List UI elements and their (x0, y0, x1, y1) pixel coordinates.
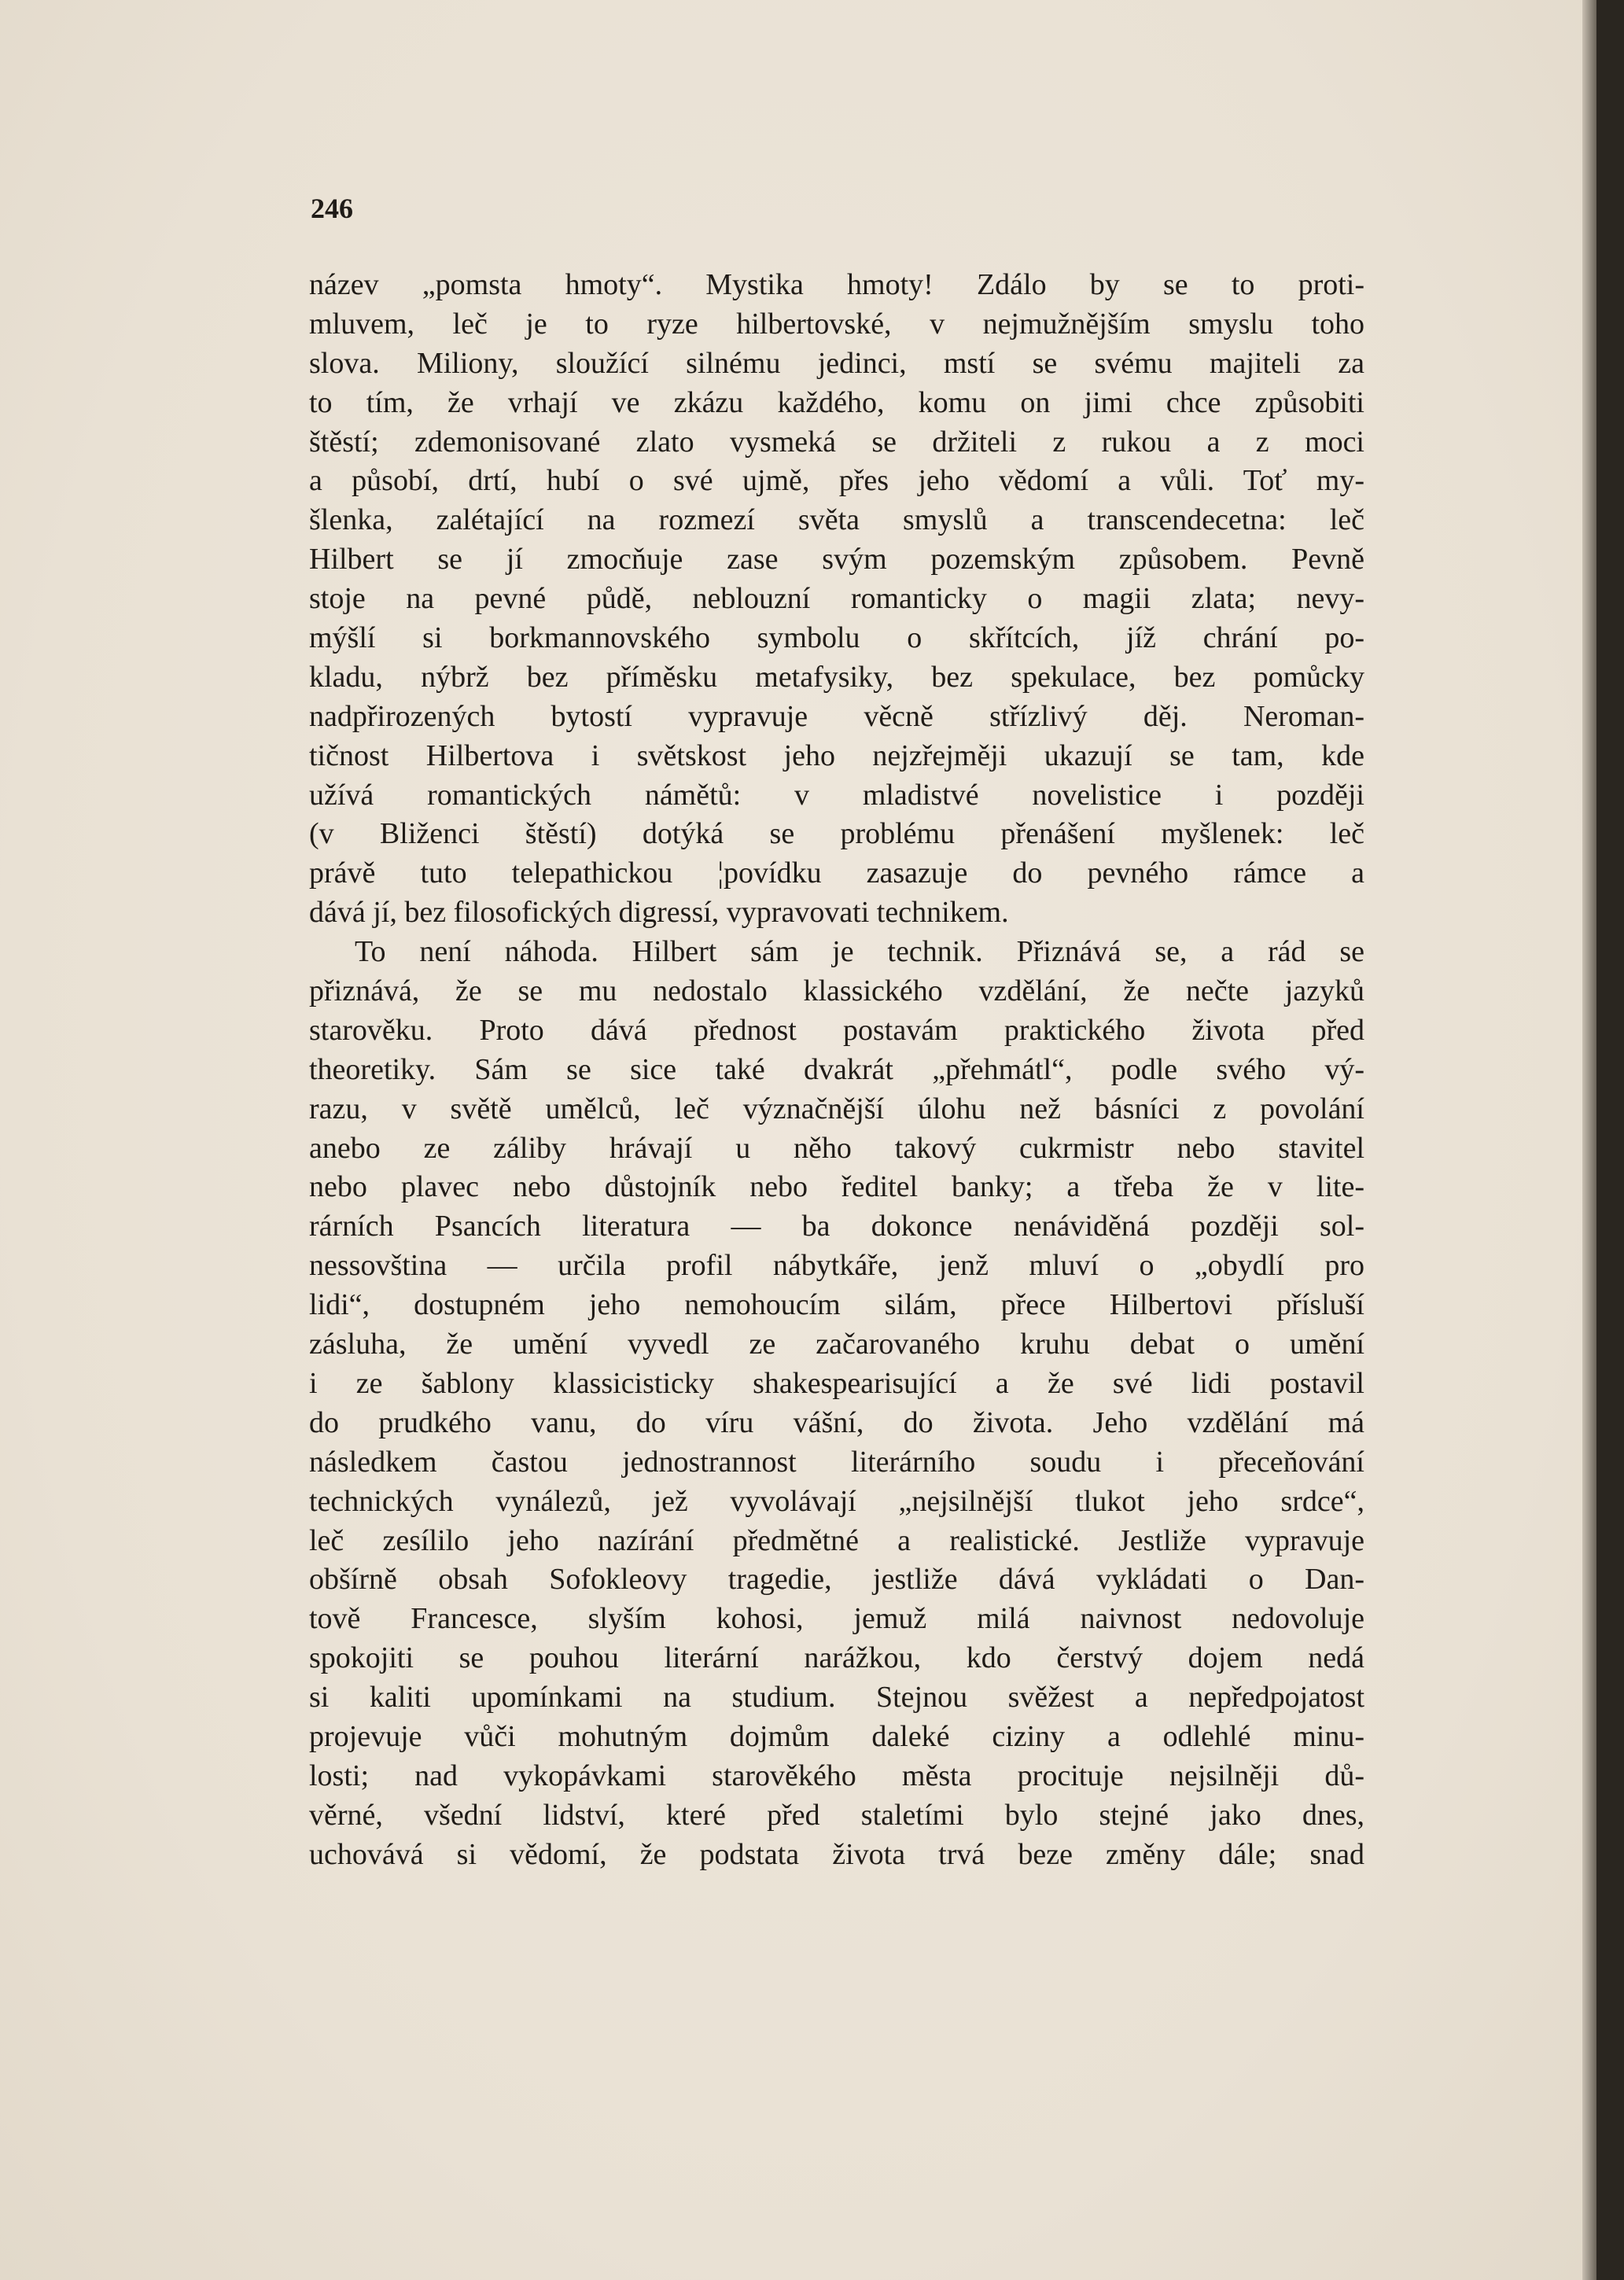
text-line: do prudkého vanu, do víru vášní, do života. Jeho vzdělání má (309, 1405, 1364, 1439)
text-line: i ze šablony klassicisticky shakespearisující a že své lidi postavil (309, 1366, 1364, 1400)
text-line: štěstí; zdemonisované zlato vysmeká se držiteli z rukou a z moci (309, 425, 1364, 459)
text-line: tičnost Hilbertova i světskost jeho nejzřejměji ukazují se tam, kde (309, 739, 1364, 772)
text-line: užívá romantických námětů: v mladistvé novelistice i později (309, 778, 1364, 812)
text-line: razu, v světě umělců, leč význačnější úlohu než básníci z povolání (309, 1092, 1364, 1125)
text-line: theoretiky. Sám se sice také dvakrát „přehmátl“, podle svého vý- (309, 1052, 1364, 1086)
text-line: starověku. Proto dává přednost postavám praktického života před (309, 1013, 1364, 1047)
page-edge-shadow (1582, 0, 1596, 2280)
text-line: (v Bliženci štěstí) dotýká se problému přenášení myšlenek: leč (309, 817, 1364, 851)
text-line: anebo ze záliby hrávají u něho takový cukrmistr nebo stavitel (309, 1131, 1364, 1165)
text-line: zásluha, že umění vyvedl ze začarovaného kruhu debat o umění (309, 1328, 1364, 1361)
text-line: spokojiti se pouhou literární narážkou, kdo čerstvý dojem nedá (309, 1641, 1364, 1675)
text-line: šlenka, zalétající na rozmezí světa smyslů a transcendecetna: leč (309, 503, 1364, 537)
text-line: slova. Miliony, sloužící silnému jedinci, mstí se svému majiteli za (309, 346, 1364, 380)
paragraph-end-line: dává jí, bez filosofických digressí, vypravovati technikem. (309, 896, 1009, 930)
text-line: kladu, nýbrž bez příměsku metafysiky, bez spekulace, bez pomůcky (309, 660, 1364, 694)
text-line: losti; nad vykopávkami starověkého města procituje nejsilněji dů- (309, 1759, 1364, 1792)
text-line: nessovština — určila profil nábytkáře, jenž mluví o „obydlí pro (309, 1249, 1364, 1283)
text-line: Hilbert se jí zmocňuje zase svým pozemským způsobem. Pevně (309, 543, 1364, 576)
text-line: rárních Psancích literatura — ba dokonce nenáviděná později sol- (309, 1210, 1364, 1243)
text-line: to tím, že vrhají ve zkázu každého, komu on jimi chce způsobiti (309, 385, 1364, 419)
paragraph-start-line: To není náhoda. Hilbert sám je technik. Přiznává se, a rád se (355, 935, 1364, 969)
text-line: technických vynálezů, jež vyvolávají „nejsilnější tlukot jeho srdce“, (309, 1484, 1364, 1518)
text-line: právě tuto telepathickou ¦povídku zasazuje do pevného rámce a (309, 856, 1364, 890)
text-line: věrné, všední lidství, které před staletími bylo stejné jako dnes, (309, 1798, 1364, 1832)
text-line: nebo plavec nebo důstojník nebo ředitel banky; a třeba že v lite- (309, 1170, 1364, 1204)
text-line: mýšlí si borkmannovského symbolu o skřítcích, jíž chrání po- (309, 621, 1364, 655)
text-line: lidi“, dostupném jeho nemohoucím silám, přece Hilbertovi přísluší (309, 1288, 1364, 1322)
text-line: mluvem, leč je to ryze hilbertovské, v nejmužnějším smyslu toho (309, 307, 1364, 341)
text-line: stoje na pevné půdě, neblouzní romanticky o magii zlata; nevy- (309, 582, 1364, 616)
text-line: tově Francesce, slyším kohosi, jemuž milá naivnost nedovoluje (309, 1602, 1364, 1636)
page-number: 246 (311, 193, 353, 224)
text-line: uchovává si vědomí, že podstata života trvá beze změny dále; snad (309, 1837, 1364, 1871)
body-text (309, 266, 1364, 1875)
text-line: přiznává, že se mu nedostalo klassického vzdělání, že nečte jazyků (309, 974, 1364, 1008)
text-line: obšírně obsah Sofokleovy tragedie, jestliže dává vykládati o Dan- (309, 1563, 1364, 1597)
text-line: si kaliti upomínkami na studium. Stejnou svěžest a nepředpojatost (309, 1681, 1364, 1715)
text-line: následkem častou jednostrannost literárního soudu i přeceňování (309, 1445, 1364, 1479)
text-line: nadpřirozených bytostí vypravuje věcně střízlivý děj. Neroman- (309, 699, 1364, 733)
text-line: leč zesílilo jeho nazírání předmětné a realistické. Jestliže vypravuje (309, 1523, 1364, 1557)
text-line: projevuje vůči mohutným dojmům daleké ciziny a odlehlé minu- (309, 1719, 1364, 1753)
text-line: a působí, drtí, hubí o své ujmě, přes jeho vědomí a vůli. Toť my- (309, 464, 1364, 498)
text-line: název „pomsta hmoty“. Mystika hmoty! Zdálo by se to proti- (309, 268, 1364, 301)
